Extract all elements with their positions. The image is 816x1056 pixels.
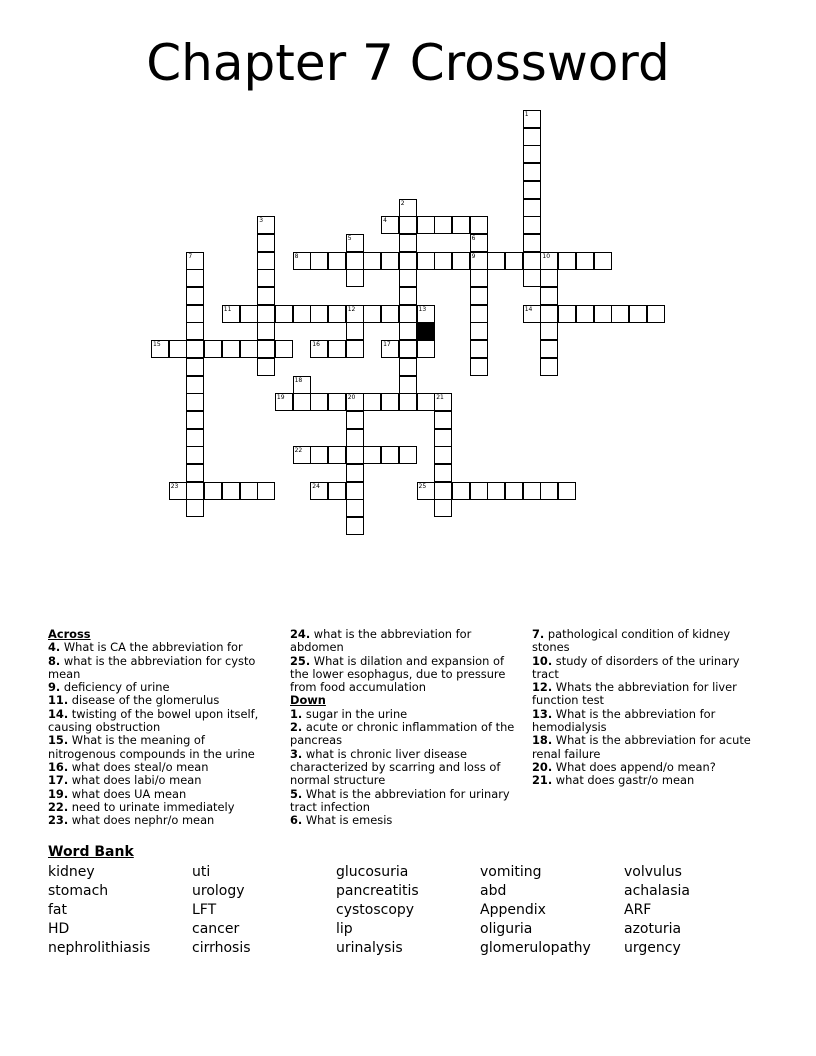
word-bank-item: volvulus — [624, 864, 682, 880]
grid-cell[interactable] — [594, 305, 612, 323]
word-bank-item: cystoscopy — [336, 902, 415, 918]
grid-cell[interactable] — [470, 252, 488, 270]
grid-cell[interactable] — [346, 269, 364, 287]
grid-cell[interactable] — [470, 234, 488, 252]
clue-number: 7 — [188, 252, 193, 260]
grid-cell[interactable] — [594, 252, 612, 270]
word-bank-item: urinalysis — [336, 940, 403, 956]
grid-cell[interactable] — [434, 464, 452, 482]
grid-cell[interactable] — [399, 287, 417, 305]
grid-cell[interactable] — [275, 305, 293, 323]
word-bank-item: abd — [480, 883, 507, 899]
grid-cell[interactable] — [363, 252, 381, 270]
clue-text: pathological condition of kidney stones — [532, 627, 731, 655]
grid-cell[interactable] — [257, 287, 275, 305]
grid-cell[interactable] — [399, 446, 417, 464]
grid-cell[interactable] — [540, 322, 558, 340]
clue-number-label: 11. — [48, 693, 69, 708]
clue-number: 6 — [471, 234, 476, 242]
clue-number-label: 8. — [48, 653, 61, 668]
grid-cell[interactable] — [452, 252, 470, 270]
clue-number: 21 — [436, 394, 444, 402]
grid-cell[interactable] — [310, 446, 328, 464]
across-clue — [48, 734, 274, 761]
grid-cell[interactable] — [381, 340, 399, 358]
clue-number: 15 — [153, 341, 161, 349]
word-bank-item: HD — [48, 921, 70, 937]
grid-cell[interactable] — [540, 482, 558, 500]
word-bank-column — [336, 863, 476, 958]
grid-cell[interactable] — [293, 376, 311, 394]
clue-text: what is the abbreviation for abdomen — [290, 627, 472, 655]
grid-cell[interactable] — [381, 216, 399, 234]
across-heading: Across — [48, 627, 91, 641]
grid-cell[interactable] — [257, 340, 275, 358]
grid-cell[interactable] — [186, 376, 204, 394]
grid-cell[interactable] — [328, 446, 346, 464]
word-bank-item: urgency — [624, 940, 681, 956]
down-clue — [532, 681, 758, 708]
grid-cell[interactable] — [346, 499, 364, 517]
word-bank-item: pancreatitis — [336, 883, 419, 899]
grid-cell[interactable] — [452, 216, 470, 234]
clue-number: 11 — [223, 305, 232, 313]
across-clue — [48, 655, 274, 682]
grid-cell[interactable] — [328, 252, 346, 270]
clue-column-1 — [48, 628, 274, 827]
grid-cell[interactable] — [505, 252, 523, 270]
clue-number-label: 4. — [48, 640, 61, 655]
word-bank-item: glucosuria — [336, 864, 409, 880]
clue-number-label: 13. — [532, 706, 553, 721]
grid-cell[interactable] — [523, 110, 541, 128]
down-clue — [290, 814, 516, 827]
clue-text: What is the abbreviation for urinary tract infection — [290, 786, 510, 814]
grid-cell[interactable] — [523, 181, 541, 199]
grid-cell[interactable] — [186, 446, 204, 464]
grid-cell[interactable] — [257, 305, 275, 323]
grid-cell[interactable] — [399, 393, 417, 411]
grid-cell[interactable] — [346, 393, 364, 411]
grid-cell[interactable] — [346, 517, 364, 535]
clue-number: 3 — [259, 217, 264, 225]
clue-text: need to urinate immediately — [68, 799, 235, 814]
clue-text: what does UA mean — [68, 786, 187, 801]
grid-cell[interactable] — [434, 411, 452, 429]
grid-cell[interactable] — [186, 464, 204, 482]
clue-text: disease of the glomerulus — [68, 693, 220, 708]
grid-cell[interactable] — [611, 305, 629, 323]
clue-text: What is the abbreviation for acute renal failure — [532, 733, 751, 761]
across-clue — [48, 788, 274, 801]
clue-number-label: 18. — [532, 733, 553, 748]
grid-cell[interactable] — [576, 305, 594, 323]
word-bank-item: fat — [48, 902, 67, 918]
grid-cell[interactable] — [523, 482, 541, 500]
down-clue — [290, 708, 516, 721]
grid-cell[interactable] — [293, 393, 311, 411]
clue-number: 5 — [347, 234, 352, 242]
grid-cell[interactable] — [399, 216, 417, 234]
grid-cell[interactable] — [417, 482, 435, 500]
grid-cell[interactable] — [523, 163, 541, 181]
grid-cell[interactable] — [629, 305, 647, 323]
word-bank-item: nephrolithiasis — [48, 940, 151, 956]
clue-text: What is the meaning of nitrogenous compounds in the urine — [48, 733, 255, 761]
grid-cell[interactable] — [186, 252, 204, 270]
across-clue — [48, 708, 274, 735]
down-clue — [532, 761, 758, 774]
word-bank-column — [624, 863, 764, 958]
clue-number-label: 14. — [48, 706, 69, 721]
word-bank-item: ARF — [624, 902, 652, 918]
grid-cell[interactable] — [346, 234, 364, 252]
clue-number-label: 21. — [532, 773, 553, 788]
grid-cell[interactable] — [399, 234, 417, 252]
grid-cell[interactable] — [346, 252, 364, 270]
grid-cell[interactable] — [399, 340, 417, 358]
grid-cell[interactable] — [399, 322, 417, 340]
word-bank-item: cirrhosis — [192, 940, 251, 956]
clue-number-label: 2. — [290, 720, 303, 735]
clue-number: 16 — [312, 341, 320, 349]
grid-cell[interactable] — [346, 446, 364, 464]
grid-cell[interactable] — [647, 305, 665, 323]
grid-cell[interactable] — [399, 358, 417, 376]
clue-text: What is dilation and expansion of the lower esophagus, due to pressure from food accumulation — [290, 653, 506, 695]
clue-number: 13 — [418, 305, 427, 313]
grid-cell[interactable] — [363, 393, 381, 411]
word-bank-item: vomiting — [480, 864, 542, 880]
grid-cell[interactable] — [186, 305, 204, 323]
clue-column-2 — [290, 628, 516, 827]
grid-cell[interactable] — [417, 340, 435, 358]
word-bank-item: cancer — [192, 921, 240, 937]
grid-cell[interactable] — [293, 252, 311, 270]
clue-text: What is the abbreviation for hemodialysis — [532, 706, 716, 735]
grid-cell[interactable] — [470, 482, 488, 500]
clue-number-label: 12. — [532, 680, 553, 695]
grid-cell[interactable] — [240, 482, 258, 500]
clue-number: 9 — [471, 252, 476, 260]
clue-number-label: 5. — [290, 786, 303, 801]
clue-number-label: 7. — [532, 627, 545, 641]
across-clue — [48, 681, 274, 694]
clue-number: 14 — [524, 305, 533, 313]
clue-number-label: 22. — [48, 799, 69, 814]
grid-cell[interactable] — [257, 216, 275, 234]
clue-text: what does steal/o mean — [68, 759, 209, 774]
grid-cell[interactable] — [257, 269, 275, 287]
grid-cell[interactable] — [434, 446, 452, 464]
page-title: Chapter 7 Crossword — [146, 34, 670, 92]
clue-number: 1 — [524, 111, 529, 118]
grid-cell[interactable] — [558, 482, 576, 500]
grid-cell[interactable] — [399, 269, 417, 287]
grid-cell[interactable] — [399, 305, 417, 323]
down-clue — [532, 628, 758, 655]
grid-cell[interactable] — [204, 340, 222, 358]
grid-cell[interactable] — [363, 446, 381, 464]
word-bank-item: Appendix — [480, 902, 546, 918]
word-bank-column — [192, 863, 332, 958]
grid-cell[interactable] — [470, 287, 488, 305]
grid-cell[interactable] — [470, 358, 488, 376]
grid-cell[interactable] — [434, 216, 452, 234]
grid-cell[interactable] — [417, 305, 435, 323]
word-bank-item: achalasia — [624, 883, 690, 899]
word-bank-item: oliguria — [480, 921, 533, 937]
clue-text: sugar in the urine — [302, 706, 408, 721]
across-clue — [48, 814, 274, 827]
clue-text: what is chronic liver disease characterized by scarring and loss of normal structure — [290, 746, 501, 788]
grid-cell[interactable] — [293, 305, 311, 323]
clue-text: study of disorders of the urinary tract — [532, 653, 740, 681]
grid-cell[interactable] — [310, 482, 328, 500]
grid-cell[interactable] — [186, 482, 204, 500]
down-clue — [290, 788, 516, 815]
grid-cell[interactable] — [151, 340, 169, 358]
grid-cell[interactable] — [523, 199, 541, 217]
clue-text: What is emesis — [302, 813, 393, 828]
clue-number: 8 — [294, 252, 299, 260]
clue-number-label: 25. — [290, 653, 311, 668]
grid-cell[interactable] — [434, 393, 452, 411]
word-bank-column — [48, 863, 188, 958]
grid-cell[interactable] — [186, 358, 204, 376]
black-cell — [417, 322, 435, 340]
grid-cell[interactable] — [399, 252, 417, 270]
clue-number-label: 24. — [290, 627, 311, 641]
clue-text: what does labi/o mean — [68, 773, 202, 788]
down-clue — [532, 708, 758, 735]
word-bank-column — [480, 863, 620, 958]
grid-cell[interactable] — [487, 252, 505, 270]
clue-number-label: 23. — [48, 813, 69, 828]
grid-cell[interactable] — [540, 252, 558, 270]
grid-cell[interactable] — [346, 305, 364, 323]
grid-cell[interactable] — [186, 429, 204, 447]
across-clue — [48, 761, 274, 774]
word-bank-item: kidney — [48, 864, 95, 880]
grid-cell[interactable] — [434, 429, 452, 447]
grid-cell[interactable] — [186, 499, 204, 517]
clue-number-label: 3. — [290, 746, 303, 761]
grid-cell[interactable] — [523, 234, 541, 252]
clue-number: 10 — [542, 252, 551, 260]
grid-cell[interactable] — [523, 216, 541, 234]
grid-cell[interactable] — [540, 287, 558, 305]
clue-number: 4 — [383, 217, 387, 225]
clue-number-label: 16. — [48, 759, 69, 774]
grid-cell[interactable] — [328, 393, 346, 411]
grid-cell[interactable] — [346, 322, 364, 340]
clue-number-label: 6. — [290, 813, 303, 828]
grid-cell[interactable] — [275, 340, 293, 358]
down-clue — [532, 774, 758, 787]
clue-text: acute or chronic inflammation of the pancreas — [290, 720, 515, 748]
grid-cell[interactable] — [523, 128, 541, 146]
clue-number: 2 — [400, 199, 405, 207]
across-clue — [48, 801, 274, 814]
clue-number-label: 20. — [532, 759, 553, 774]
clue-number: 24 — [312, 482, 320, 490]
grid-cell[interactable] — [470, 269, 488, 287]
grid-cell[interactable] — [346, 429, 364, 447]
clue-number-label: 15. — [48, 733, 69, 748]
grid-cell[interactable] — [328, 340, 346, 358]
grid-cell[interactable] — [186, 287, 204, 305]
grid-cell[interactable] — [257, 482, 275, 500]
clue-text: What is CA the abbreviation for — [60, 640, 243, 655]
grid-cell[interactable] — [169, 340, 187, 358]
grid-cell[interactable] — [470, 216, 488, 234]
grid-cell[interactable] — [222, 305, 240, 323]
grid-cell[interactable] — [310, 252, 328, 270]
grid-cell[interactable] — [186, 411, 204, 429]
grid-cell[interactable] — [240, 305, 258, 323]
grid-cell[interactable] — [257, 322, 275, 340]
grid-cell[interactable] — [523, 305, 541, 323]
grid-cell[interactable] — [540, 340, 558, 358]
grid-cell[interactable] — [558, 305, 576, 323]
grid-cell[interactable] — [540, 269, 558, 287]
clue-text: what does nephr/o mean — [68, 813, 215, 828]
word-bank-item: urology — [192, 883, 245, 899]
grid-cell[interactable] — [417, 252, 435, 270]
grid-cell[interactable] — [346, 464, 364, 482]
grid-cell[interactable] — [576, 252, 594, 270]
clue-number: 23 — [170, 482, 179, 490]
down-clue — [290, 721, 516, 748]
across-clue — [290, 628, 516, 655]
grid-cell[interactable] — [540, 305, 558, 323]
grid-cell[interactable] — [310, 393, 328, 411]
grid-cell[interactable] — [417, 393, 435, 411]
grid-cell[interactable] — [346, 482, 364, 500]
grid-cell[interactable] — [505, 482, 523, 500]
grid-cell[interactable] — [310, 340, 328, 358]
grid-cell[interactable] — [399, 376, 417, 394]
clue-text: what is the abbreviation for cysto mean — [48, 653, 256, 681]
clue-text: What does append/o mean? — [552, 759, 716, 774]
grid-cell[interactable] — [381, 446, 399, 464]
grid-cell[interactable] — [470, 340, 488, 358]
grid-cell[interactable] — [257, 252, 275, 270]
grid-cell[interactable] — [257, 358, 275, 376]
grid-cell[interactable] — [381, 393, 399, 411]
grid-cell[interactable] — [186, 269, 204, 287]
grid-cell[interactable] — [204, 482, 222, 500]
grid-cell[interactable] — [169, 482, 187, 500]
clue-number: 19 — [276, 394, 285, 402]
grid-cell[interactable] — [222, 482, 240, 500]
grid-cell[interactable] — [186, 393, 204, 411]
grid-cell[interactable] — [523, 269, 541, 287]
across-clue — [48, 641, 274, 654]
grid-cell[interactable] — [381, 305, 399, 323]
clue-number: 17 — [383, 341, 391, 349]
grid-cell[interactable] — [257, 234, 275, 252]
grid-cell[interactable] — [417, 216, 435, 234]
clue-column-3 — [532, 628, 758, 788]
word-bank-item: stomach — [48, 883, 109, 899]
down-clue — [532, 734, 758, 761]
clue-number: 20 — [347, 394, 356, 402]
clue-text: what does gastr/o mean — [552, 773, 695, 788]
grid-cell[interactable] — [381, 252, 399, 270]
word-bank-item: azoturia — [624, 921, 682, 937]
grid-cell[interactable] — [328, 305, 346, 323]
grid-cell[interactable] — [523, 252, 541, 270]
grid-cell[interactable] — [470, 305, 488, 323]
word-bank-item: glomerulopathy — [480, 940, 591, 956]
clue-number: 22 — [294, 447, 303, 455]
grid-cell[interactable] — [523, 145, 541, 163]
clue-number-label: 10. — [532, 653, 553, 668]
grid-cell[interactable] — [222, 340, 240, 358]
grid-cell[interactable] — [186, 322, 204, 340]
grid-cell[interactable] — [346, 340, 364, 358]
across-clue — [290, 655, 516, 695]
grid-cell[interactable] — [434, 499, 452, 517]
grid-cell[interactable] — [328, 482, 346, 500]
clue-text: deficiency of urine — [60, 680, 170, 695]
down-clue — [290, 748, 516, 788]
clue-number: 18 — [294, 376, 303, 384]
grid-cell[interactable] — [363, 305, 381, 323]
grid-cell[interactable] — [434, 482, 452, 500]
clue-number-label: 9. — [48, 680, 61, 695]
clue-number: 25 — [418, 482, 427, 490]
word-bank-item: lip — [336, 921, 353, 937]
clue-number: 12 — [347, 305, 356, 313]
clue-text: Whats the abbreviation for liver function test — [532, 680, 737, 708]
grid-cell[interactable] — [540, 358, 558, 376]
grid-cell[interactable] — [293, 446, 311, 464]
across-clue — [48, 694, 274, 707]
grid-cell[interactable] — [470, 322, 488, 340]
grid-cell[interactable] — [186, 340, 204, 358]
across-clue — [48, 774, 274, 787]
word-bank-item: uti — [192, 864, 211, 880]
grid-cell[interactable] — [487, 482, 505, 500]
down-clue — [532, 655, 758, 682]
grid-cell[interactable] — [275, 393, 293, 411]
clue-number-label: 1. — [290, 706, 303, 721]
grid-cell[interactable] — [558, 252, 576, 270]
clue-number-label: 19. — [48, 786, 69, 801]
grid-cell[interactable] — [240, 340, 258, 358]
grid-cell[interactable] — [399, 199, 417, 217]
grid-cell[interactable] — [434, 252, 452, 270]
grid-cell[interactable] — [346, 411, 364, 429]
clue-number-label: 17. — [48, 773, 69, 788]
word-bank-title: Word Bank — [48, 844, 134, 860]
grid-cell[interactable] — [310, 305, 328, 323]
grid-cell[interactable] — [452, 482, 470, 500]
word-bank-item: LFT — [192, 902, 217, 918]
down-heading: Down — [290, 693, 326, 708]
clue-text: twisting of the bowel upon itself, causing obstruction — [48, 706, 259, 735]
